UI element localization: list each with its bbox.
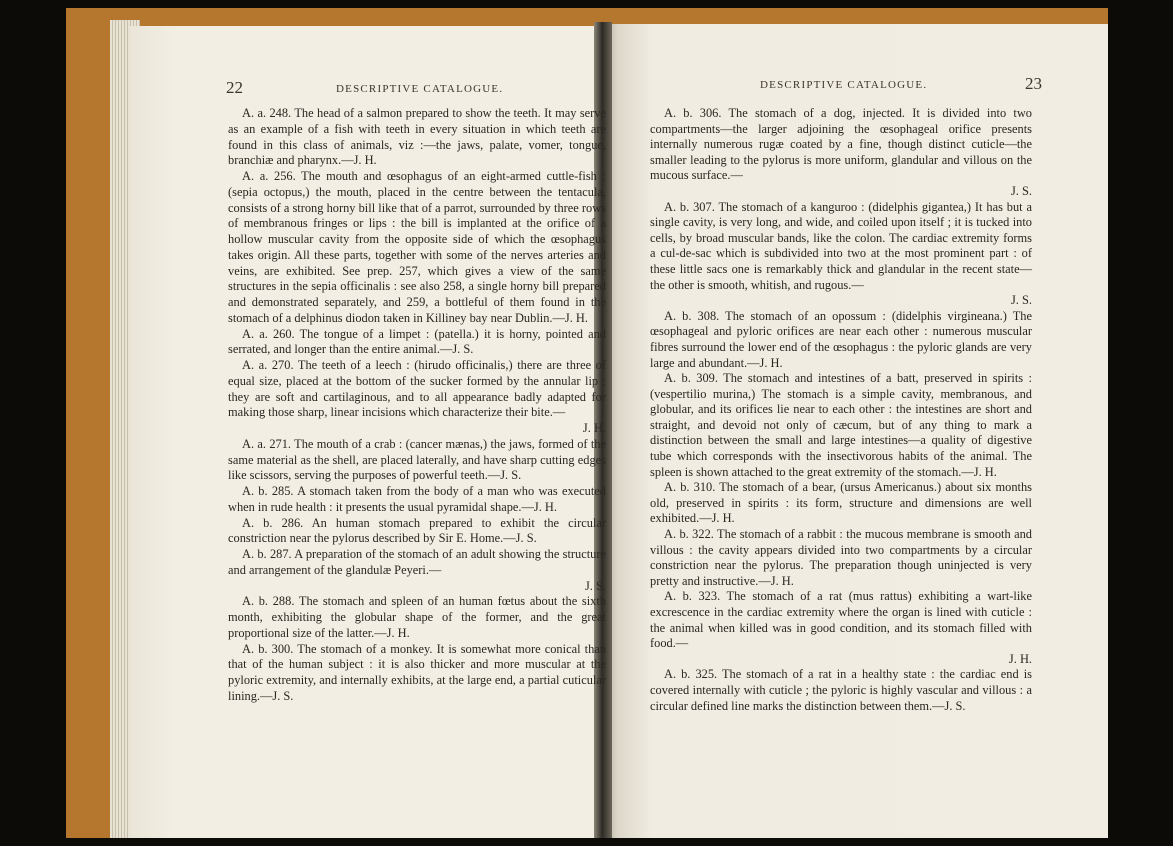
running-head-left: DESCRIPTIVE CATALOGUE.	[336, 83, 504, 95]
entry-signature: J. S.	[584, 578, 606, 593]
entry-text: A. a. 260. The tongue of a limpet : (patella.) it is horny, pointed and serrated, and longer than the entire animal.—J. S.	[228, 326, 606, 357]
catalogue-entry	[650, 480, 1032, 527]
entry-signature: J. S.	[1010, 183, 1032, 198]
entry-text: A. b. 300. The stomach of a monkey. It is somewhat more conical than that of the human subject : it is also thicker and more muscular at the pyloric extremity, and internally exhibits, at the large end, a partial cuticular lining.—J. S.	[228, 641, 606, 703]
catalogue-entry	[650, 200, 1032, 309]
entry-signature: J. H.	[582, 421, 606, 435]
catalogue-entry	[650, 667, 1032, 714]
left-page-header	[226, 78, 626, 100]
catalogue-entry	[228, 484, 606, 516]
entry-text: A. b. 308. The stomach of an opossum : (didelphis virgineana.) The œsophageal and pyloric orifices are near each other : numerous muscular fibres surround the lower end of the œsophagus : the pyloric glands are very large and abundant.—J. H.	[650, 308, 1032, 370]
page-number-right: 23	[1025, 74, 1042, 93]
catalogue-entry	[228, 594, 606, 641]
entry-text: A. b. 325. The stomach of a rat in a healthy state : the cardiac end is covered internally with cuticle ; the pyloric is highly vascular and villous : a circular defined line marks the distinction between them.—J. S.	[650, 667, 1032, 713]
entry-text: A. b. 287. A preparation of the stomach of an adult showing the structure and arrangement of the glandulæ Peyeri.—	[228, 547, 606, 577]
catalogue-entry	[228, 516, 606, 548]
catalogue-entry	[650, 371, 1032, 480]
catalogue-entry	[228, 437, 606, 484]
page-number-left: 22	[226, 78, 243, 97]
catalogue-entry	[228, 327, 606, 359]
catalogue-entry	[228, 358, 606, 437]
left-page-text	[228, 106, 606, 705]
entry-text: A. b. 322. The stomach of a rabbit : the mucous membrane is smooth and villous : the cavity appears divided into two compartments by a circular constriction near the pylorus. The preparation though uninjected is very pretty and instructive.—J. H.	[650, 527, 1032, 588]
entry-text: A. b. 309. The stomach and intestines of a batt, preserved in spirits : (vespertilio murina,) The stomach is a simple cavity, membranous, and globular, and its orifices lie near to each other : the intestines are short and straight, and devoid not only of cæcum, but of any thing to mark a distinction between the small and large intestines—a quality of digestive tube which corresponds with the insectivorous habits of the animal. The spleen is shown attached to the great extremity of the stomach.—J. H.	[650, 371, 1032, 479]
right-page-header	[760, 74, 1042, 96]
entry-text: A. a. 271. The mouth of a crab : (cancer mænas,) the jaws, formed of the same material as the shell, are placed laterally, and have sharp cutting edges like scissors, serving the purposes of powerful teeth.—J. S.	[228, 436, 606, 483]
entry-text: A. b. 288. The stomach and spleen of an human fœtus about the sixth month, exhibiting the globular shape of the former, and the great proportional size of the latter.—J. H.	[228, 594, 606, 640]
entry-text: A. b. 323. The stomach of a rat (mus rattus) exhibiting a wart-like excrescence in the cardiac extremity where the organ is lined with cuticle : the animal when killed was in good condition, and its stomach filled with food.—	[650, 589, 1032, 651]
entry-text: A. b. 286. An human stomach prepared to exhibit the circular constriction near the pylorus described by Sir E. Home.—J. S.	[228, 515, 606, 546]
catalogue-entry	[228, 547, 606, 594]
entry-text: A. b. 310. The stomach of a bear, (ursus Americanus.) about six months old, preserved in spirits : its form, structure and dimensions are well exhibited.—J. H.	[650, 480, 1032, 526]
entry-text: A. b. 285. A stomach taken from the body of a man who was executed when in rude health : it presents the usual pyramidal shape.—J. H.	[228, 484, 606, 514]
right-page-text	[650, 106, 1032, 714]
catalogue-entry	[228, 169, 606, 327]
entry-signature: J. S.	[1010, 293, 1032, 308]
catalogue-entry	[650, 527, 1032, 589]
catalogue-entry	[650, 106, 1032, 200]
entry-text: A. b. 307. The stomach of a kanguroo : (didelphis gigantea,) It has but a single cavity, is very long, and wide, and coiled upon itself ; it is tucked into cells, by broad muscular bands, like the colon. The cardiac extremity forms a cul-de-sac which is subdivided into two at the most prominent part : of these little sacs one is remarkably thick and glandular in the recent state—the other is smooth, whitish, and rugous.—	[650, 199, 1032, 292]
entry-text: A. b. 306. The stomach of a dog, injected. It is divided into two compartments—the larger adjoining the œsophageal orifice presents internally numerous rugæ coated by a fine, though distinct cuticle—the smaller leading to the pylorus is more uniform, glandular and villous on the mucous surface.—	[650, 106, 1032, 183]
entry-text: A. a. 270. The teeth of a leech : (hirudo officinalis,) there are three of equal size, placed at the bottom of the sucker formed by the annular lip : they are soft and cartilaginous, and to all appearance badly adapted for making those sharp, linear incisions which characterize their bite.—	[228, 358, 606, 420]
running-head-right: DESCRIPTIVE CATALOGUE.	[760, 79, 928, 91]
catalogue-entry	[228, 106, 606, 169]
entry-text: A. a. 248. The head of a salmon prepared to show the teeth. It may serve as an example of a fish with teeth in every situation in which teeth are found in this class of animals, viz :—the jaws, palate, vomer, tongue, branchiæ and pharynx.—J. H.	[228, 106, 606, 168]
catalogue-entry	[650, 589, 1032, 667]
catalogue-entry	[228, 642, 606, 705]
entry-text: A. a. 256. The mouth and œsophagus of an eight-armed cuttle-fish : (sepia octopus,) the mouth, placed in the centre between the tentacula, consists of a strong horny bill like that of a parrot, surrounded by three rows of membranous fringes or lips : the bill is implanted at the orifice of a hollow muscular cavity from the opposite side of which the œsophagus takes origin. All these parts, together with some of the nerves arteries and veins, are exhibited. See prep. 257, which gives a view of the same structures in the sepia officinalis : see also 258, a single horny bill prepared and demonstrated separately, and 259, a bottleful of them found in the stomach of a delphinus diodon taken in Killiney bay near Dublin.—J. H.	[228, 169, 606, 325]
entry-signature: J. H.	[1008, 651, 1032, 666]
catalogue-entry	[650, 309, 1032, 371]
